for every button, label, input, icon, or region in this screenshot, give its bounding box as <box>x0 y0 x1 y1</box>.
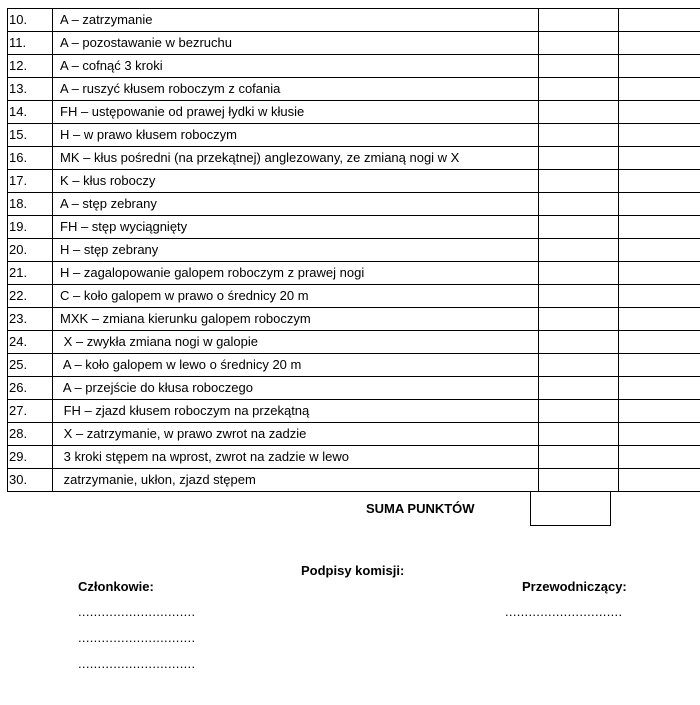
row-number: 25. <box>8 354 53 377</box>
row-number: 16. <box>8 147 53 170</box>
score-cell[interactable] <box>539 285 619 308</box>
table-row <box>8 331 700 354</box>
remarks-cell[interactable] <box>619 9 700 32</box>
remarks-cell[interactable] <box>619 331 700 354</box>
member-signature-line: .............................. <box>78 604 196 619</box>
signatures-title: Podpisy komisji: <box>301 563 405 578</box>
table-row <box>8 78 700 101</box>
remarks-cell[interactable] <box>619 285 700 308</box>
chair-signature-line: .............................. <box>505 604 623 619</box>
remarks-cell[interactable] <box>619 124 700 147</box>
row-number: 27. <box>8 400 53 423</box>
score-cell[interactable] <box>539 78 619 101</box>
table-row <box>8 147 700 170</box>
score-cell[interactable] <box>539 446 619 469</box>
remarks-cell[interactable] <box>619 262 700 285</box>
chair-label: Przewodniczący: <box>522 579 627 594</box>
score-cell[interactable] <box>539 239 619 262</box>
scoring-table-body <box>8 9 700 492</box>
score-cell[interactable] <box>539 9 619 32</box>
row-number: 24. <box>8 331 53 354</box>
movement-description: A – koło galopem w lewo o średnicy 20 m <box>53 354 539 377</box>
table-row <box>8 193 700 216</box>
row-number: 30. <box>8 469 53 492</box>
movement-description: A – przejście do kłusa roboczego <box>53 377 539 400</box>
remarks-cell[interactable] <box>619 400 700 423</box>
remarks-cell[interactable] <box>619 377 700 400</box>
row-number: 28. <box>8 423 53 446</box>
score-cell[interactable] <box>539 216 619 239</box>
score-cell[interactable] <box>539 400 619 423</box>
score-cell[interactable] <box>539 124 619 147</box>
row-number: 29. <box>8 446 53 469</box>
member-signature-line: .............................. <box>78 656 196 671</box>
row-number: 13. <box>8 78 53 101</box>
row-number: 11. <box>8 32 53 55</box>
score-cell[interactable] <box>539 32 619 55</box>
movement-description: A – cofnąć 3 kroki <box>53 55 539 78</box>
score-cell[interactable] <box>539 101 619 124</box>
remarks-cell[interactable] <box>619 446 700 469</box>
table-row <box>8 308 700 331</box>
row-number: 26. <box>8 377 53 400</box>
table-row <box>8 400 700 423</box>
row-number: 23. <box>8 308 53 331</box>
score-cell[interactable] <box>539 170 619 193</box>
movement-description: A – stęp zebrany <box>53 193 539 216</box>
row-number: 18. <box>8 193 53 216</box>
row-number: 19. <box>8 216 53 239</box>
remarks-cell[interactable] <box>619 469 700 492</box>
movement-description: MXK – zmiana kierunku galopem roboczym <box>53 308 539 331</box>
remarks-cell[interactable] <box>619 239 700 262</box>
movement-description: A – zatrzymanie <box>53 9 539 32</box>
movement-description: zatrzymanie, ukłon, zjazd stępem <box>53 469 539 492</box>
remarks-cell[interactable] <box>619 354 700 377</box>
movement-description: FH – zjazd kłusem roboczym na przekątną <box>53 400 539 423</box>
remarks-cell[interactable] <box>619 78 700 101</box>
table-row <box>8 55 700 78</box>
remarks-cell[interactable] <box>619 170 700 193</box>
movement-description: X – zwykła zmiana nogi w galopie <box>53 331 539 354</box>
table-row <box>8 354 700 377</box>
table-row <box>8 9 700 32</box>
remarks-cell[interactable] <box>619 423 700 446</box>
score-cell[interactable] <box>539 308 619 331</box>
table-row <box>8 446 700 469</box>
remarks-cell[interactable] <box>619 216 700 239</box>
table-row <box>8 285 700 308</box>
scoring-table <box>7 8 700 492</box>
row-number: 20. <box>8 239 53 262</box>
remarks-cell[interactable] <box>619 55 700 78</box>
table-row <box>8 262 700 285</box>
table-row <box>8 216 700 239</box>
movement-description: C – koło galopem w prawo o średnicy 20 m <box>53 285 539 308</box>
total-points-box <box>530 491 611 526</box>
total-points-label: SUMA PUNKTÓW <box>366 501 475 516</box>
row-number: 10. <box>8 9 53 32</box>
remarks-cell[interactable] <box>619 101 700 124</box>
movement-description: MK – kłus pośredni (na przekątnej) anglezowany, ze zmianą nogi w X <box>53 147 539 170</box>
score-cell[interactable] <box>539 331 619 354</box>
movement-description: FH – stęp wyciągnięty <box>53 216 539 239</box>
remarks-cell[interactable] <box>619 147 700 170</box>
movement-description: H – stęp zebrany <box>53 239 539 262</box>
row-number: 15. <box>8 124 53 147</box>
members-label: Członkowie: <box>78 579 154 594</box>
row-number: 12. <box>8 55 53 78</box>
score-cell[interactable] <box>539 469 619 492</box>
remarks-cell[interactable] <box>619 32 700 55</box>
movement-description: A – ruszyć kłusem roboczym z cofania <box>53 78 539 101</box>
score-cell[interactable] <box>539 55 619 78</box>
movement-description: X – zatrzymanie, w prawo zwrot na zadzie <box>53 423 539 446</box>
row-number: 17. <box>8 170 53 193</box>
table-row <box>8 239 700 262</box>
score-cell[interactable] <box>539 423 619 446</box>
movement-description: H – zagalopowanie galopem roboczym z prawej nogi <box>53 262 539 285</box>
table-row <box>8 101 700 124</box>
table-row <box>8 32 700 55</box>
row-number: 22. <box>8 285 53 308</box>
score-cell[interactable] <box>539 147 619 170</box>
movement-description: K – kłus roboczy <box>53 170 539 193</box>
score-cell[interactable] <box>539 354 619 377</box>
movement-description: FH – ustępowanie od prawej łydki w kłusie <box>53 101 539 124</box>
score-cell[interactable] <box>539 193 619 216</box>
member-signature-line: .............................. <box>78 630 196 645</box>
movement-description: A – pozostawanie w bezruchu <box>53 32 539 55</box>
remarks-cell[interactable] <box>619 308 700 331</box>
movement-description: 3 kroki stępem na wprost, zwrot na zadzie w lewo <box>53 446 539 469</box>
table-row <box>8 469 700 492</box>
table-row <box>8 423 700 446</box>
table-row <box>8 377 700 400</box>
table-row <box>8 124 700 147</box>
remarks-cell[interactable] <box>619 193 700 216</box>
score-cell[interactable] <box>539 377 619 400</box>
score-cell[interactable] <box>539 262 619 285</box>
movement-description: H – w prawo kłusem roboczym <box>53 124 539 147</box>
row-number: 21. <box>8 262 53 285</box>
row-number: 14. <box>8 101 53 124</box>
table-row <box>8 170 700 193</box>
